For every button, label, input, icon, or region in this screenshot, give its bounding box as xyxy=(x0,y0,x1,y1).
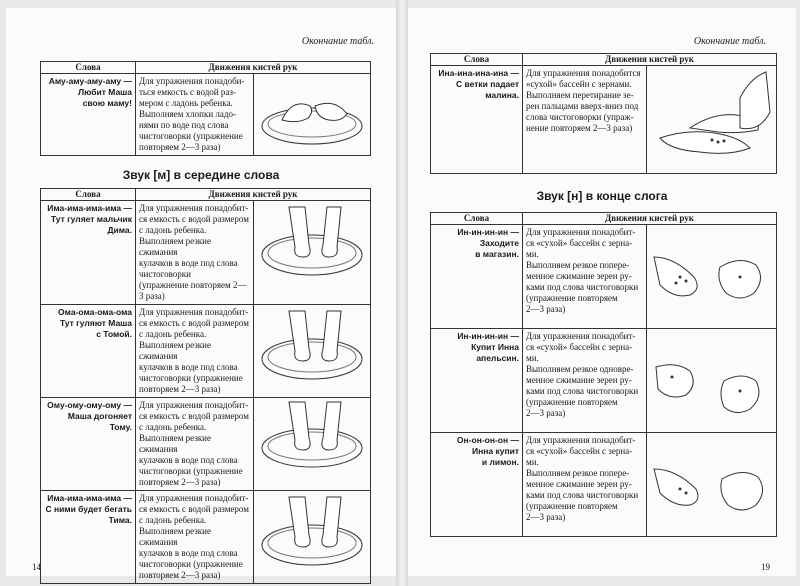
section-exercise-table xyxy=(40,188,371,584)
hands-clapping-water-illustration xyxy=(254,74,371,156)
tongue-twister: Ин-ин-ин-ин — Купит Инна апельсин. xyxy=(431,329,523,433)
top-exercise-table xyxy=(40,61,371,156)
header-words: Слова xyxy=(41,189,136,201)
header-words: Слова xyxy=(431,54,523,66)
tongue-twister: Он-он-он-он — Инна купит и лимон. xyxy=(431,433,523,537)
exercise-description: Для упражнения понадобит- ся «сухой» бассейн с зерна- ми. Выполняем резкое попере- менное сжимание зерен ру- ками под слова чистоговорки (упражнение повторяем 2—3 раза) xyxy=(523,433,647,537)
exercise-description: Для упражнения понадоби- ться емкость с водой раз- мером с ладонь ребенка. Выполняем хлопки ладо- нями по воде под слова чистоговорки (упражнение повторяем 2—3 раза) xyxy=(136,74,254,156)
hands-with-grains-illustration xyxy=(647,433,777,537)
page-number: 19 xyxy=(761,562,770,572)
header-words: Слова xyxy=(41,62,136,74)
tongue-twister: Има-има-има-има — С ними будет бегать Тима. xyxy=(41,491,136,584)
exercise-description: Для упражнения понадобится «сухой» бассейн с зернами. Выполняем перетирание зе- рен пальцами вверх-вниз под слова чистоговорки (упраж- нение повторяем 2—3 раза) xyxy=(523,66,647,174)
fists-with-grains-illustration xyxy=(647,329,777,433)
tongue-twister: Ина-ина-ина-ина — С ветки падает малина. xyxy=(431,66,523,174)
exercise-description: Для упражнения понадобит- ся емкость с водой размером с ладонь ребенка. Выполняем резкие сжимания кулачков в воде под слова чистоговорки (упражнение повторяем 2—3 раза) xyxy=(136,398,254,491)
top-exercise-table xyxy=(430,53,777,174)
hands-with-grains-illustration xyxy=(647,225,777,329)
continuation-label: Окончание табл. xyxy=(693,36,766,47)
right-page xyxy=(408,8,796,576)
fists-in-water-illustration xyxy=(254,491,371,584)
fists-in-water-illustration xyxy=(254,201,371,305)
exercise-description: Для упражнения понадобит- ся «сухой» бассейн с зерна- ми. Выполняем резкое попере- менное сжимание зерен ру- ками под слова чистоговорки (упражнение повторяем 2—3 раза) xyxy=(523,225,647,329)
header-words: Слова xyxy=(431,213,523,225)
header-moves: Движения кистей рук xyxy=(136,62,371,74)
page-number: 14 xyxy=(32,562,41,572)
rubbing-grains-illustration xyxy=(647,66,777,174)
exercise-description: Для упражнения понадобит- ся емкость с водой размером с ладонь ребенка. Выполняем резкие сжимания кулачков в воде под слова чистоговорки (упражнение повторяем 2—3 раза) xyxy=(136,201,254,305)
exercise-description: Для упражнения понадобит- ся емкость с водой размером с ладонь ребенка. Выполняем резкие сжимания кулачков в воде под слова чистоговорки (упражнение повторяем 2—3 раза) xyxy=(136,305,254,398)
tongue-twister: Аму-аму-аму-аму — Любит Маша свою маму! xyxy=(41,74,136,156)
fists-in-water-illustration xyxy=(254,398,371,491)
book-gutter xyxy=(396,0,408,586)
tongue-twister: Ому-ому-ому-ому — Маша догоняет Тому. xyxy=(41,398,136,491)
header-moves: Движения кистей рук xyxy=(523,54,777,66)
header-moves: Движения кистей рук xyxy=(523,213,777,225)
section-title: Звук [н] в конце слога xyxy=(536,189,668,203)
tongue-twister: Има-има-има-има — Тут гуляет мальчик Дима. xyxy=(41,201,136,305)
tongue-twister: Ин-ин-ин-ин — Заходите в магазин. xyxy=(431,225,523,329)
exercise-description: Для упражнения понадобит- ся емкость с водой размером с ладонь ребенка. Выполняем резкие сжимания кулачков в воде под слова чистоговорки (упражнение повторяем 2—3 раза) xyxy=(136,491,254,584)
left-page xyxy=(6,8,396,580)
exercise-description: Для упражнения понадобит- ся «сухой» бассейн с зерна- ми. Выполняем резкое одновре- менное сжимание зерен ру- ками под слова чистоговорки (упражнение повторяем 2—3 раза) xyxy=(523,329,647,433)
continuation-label: Окончание табл. xyxy=(301,36,374,47)
section-title: Звук [м] в середине слова xyxy=(122,168,280,182)
tongue-twister: Ома-ома-ома-ома Тут гуляют Маша с Томой. xyxy=(41,305,136,398)
header-moves: Движения кистей рук xyxy=(136,189,371,201)
section-exercise-table xyxy=(430,212,777,537)
fists-in-water-illustration xyxy=(254,305,371,398)
